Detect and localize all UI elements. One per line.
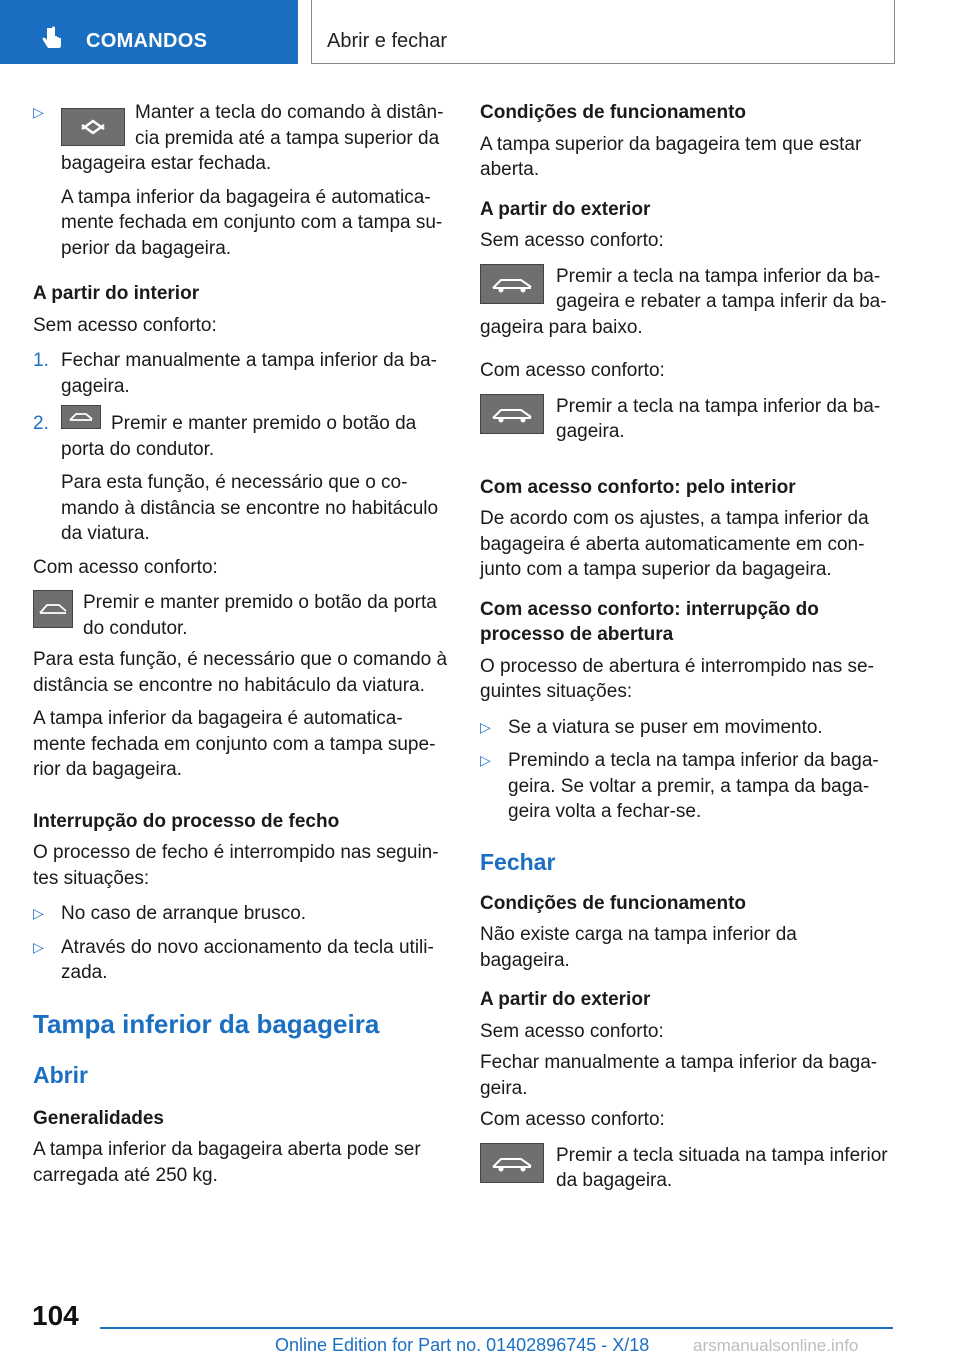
heading-fechar: Fechar xyxy=(480,848,556,875)
icon-row: Premir a tecla situada na tampa inferior da bagageira. xyxy=(480,1143,890,1194)
list-item: ▷ Premindo a tecla na tampa inferior da baga- geira. Se voltar a premir, a tampa da baga- geira volta a fechar-se. xyxy=(480,750,879,822)
heading-interrupcao-abertura: Com acesso conforto: interrupção do processo de abertura xyxy=(480,598,819,645)
heading-exterior-2: A partir do exterior xyxy=(480,989,651,1010)
triangle-bullet-icon: ▷ xyxy=(33,104,44,120)
heading-exterior: A partir do exterior xyxy=(480,198,651,220)
trunk-button-icon xyxy=(480,1143,544,1183)
icon-row: Premir a tecla na tampa inferior da ba- gageira e rebater a tampa inferir da ba- gageira para baixo. xyxy=(480,265,887,338)
list-item: ▷ Se a viatura se puser em movimento. xyxy=(480,715,890,741)
subsection-box xyxy=(311,0,895,64)
triangle-bullet-icon: ▷ xyxy=(33,938,44,955)
triangle-bullet-icon: ▷ xyxy=(480,752,491,768)
list-item: 2. Premir e manter premido o botão da porta do condutor. Para esta função, é necessário que o co- mando à distância se encontre no habitáculo da viatura. xyxy=(33,411,453,547)
trunk-button-icon xyxy=(480,394,544,434)
triangle-bullet-icon: ▷ xyxy=(480,718,491,735)
icon-row: Premir a tecla na tampa inferior da ba- gageira. xyxy=(480,394,890,445)
subsection-title: Abrir e fechar xyxy=(327,30,448,52)
list-item: 1. Fechar manualmente a tampa inferior da ba- gageira. xyxy=(33,350,437,397)
trunk-button-icon xyxy=(480,264,544,304)
left-column: ▷ Manter a tecla do comando à distân- cia premida até a tampa superior da bagageira estar fechada. A tampa inferior da bagageira é automatica- mente fechada em conjunto com a tampa su- perior da bagageira. A partir do interior Sem acesso conforto: 1. Fechar manualmente a tampa inferior da ba- gageira. 2. Premir e manter premido o botão da porta do condutor. Para esta função, é necessário que o co- mando à distância se encontre no habitáculo da viatura. Com acesso conforto: Premir e manter premido o botão da porta do condutor. Para esta função, é necessário que o comando à distância se encontre no habitáculo da viatura. A tampa inferior da bagageira é automatica- mente fechada em conjunto com a tampa supe- rior da bagageira. Interrupção do processo de fecho O processo de fecho é interrompido nas seguin- tes situações: ▷ No caso de arranque brusco. ▷ Através do novo accionamento da tecla utili- zada. Tampa inferior da bagageira Abrir Generalidades A tampa inferior da bagageira aberta pode ser carregada até 250 kg. xyxy=(33,100,453,1188)
car-door-button-icon xyxy=(61,405,101,429)
car-door-button-icon xyxy=(33,590,73,628)
triangle-bullet-icon: ▷ xyxy=(33,905,44,921)
list-item: ▷ No caso de arranque brusco. xyxy=(33,901,453,927)
section-title: COMANDOS xyxy=(86,30,208,52)
footer-edition: Online Edition for Part no. 01402896745 - X/18 xyxy=(275,1335,650,1355)
right-column: Condições de funcionamento A tampa superior da bagageira tem que estar aberta. A partir do exterior Sem acesso conforto: Premir a tecla na tampa inferior da ba- gageira e rebater a tampa inferir da ba- gageira para baixo. Com acesso conforto: Premir a tecla na tampa inferior da ba- gageira. Com acesso conforto: pelo interior De acordo com os ajustes, a tampa inferior da bagageira é aberta automaticamente em con- junto com a tampa superior da bagageira. Com acesso conforto: interrupção do processo de abertura O processo de abertura é interrompido nas se- guintes situações: ▷ Se a viatura se puser em movimento. ▷ Premindo a tecla na tampa inferior da baga- geira. Se voltar a premir, a tampa da baga- geira volta a fechar-se. Fechar Condições de funcionamento Não existe carga na tampa inferior da bagageira. A partir do exterior Sem acesso conforto: Fechar manualmente a tampa inferior da baga- geira. Com acesso conforto: Premir a tecla situada na tampa inferior da bagageira. xyxy=(480,100,890,1194)
heading-interrupcao: Interrupção do processo de fecho xyxy=(33,810,340,832)
page-number: 104 xyxy=(32,1300,79,1331)
heading-condicoes: Condições de funcionamento xyxy=(480,102,747,123)
list-item: ▷ Manter a tecla do comando à distân- cia premida até a tampa superior da bagageira estar fechada. A tampa inferior da bagageira é automatica- mente fechada em conjunto com a tampa su- perior da bagageira. xyxy=(33,102,444,259)
icon-row: Premir e manter premido o botão da porta do condutor. xyxy=(33,590,453,641)
heading-pelo-interior: Com acesso conforto: pelo interior xyxy=(480,476,796,498)
heading-generalidades: Generalidades xyxy=(33,1107,164,1129)
heading-tampa-inferior: Tampa inferior da bagageira xyxy=(33,1008,380,1039)
hand-pointer-icon xyxy=(40,26,64,52)
heading-abrir: Abrir xyxy=(33,1061,88,1088)
section-tab xyxy=(0,0,298,64)
heading-condicoes-2: Condições de funcionamento xyxy=(480,892,747,914)
heading-interior: A partir do interior xyxy=(33,283,200,304)
watermark: arsmanualsonline.info xyxy=(693,1336,859,1355)
footer-divider xyxy=(100,1327,893,1329)
list-item: ▷ Através do novo accionamento da tecla utili- zada. xyxy=(33,936,434,983)
remote-trunk-close-icon xyxy=(61,108,125,146)
